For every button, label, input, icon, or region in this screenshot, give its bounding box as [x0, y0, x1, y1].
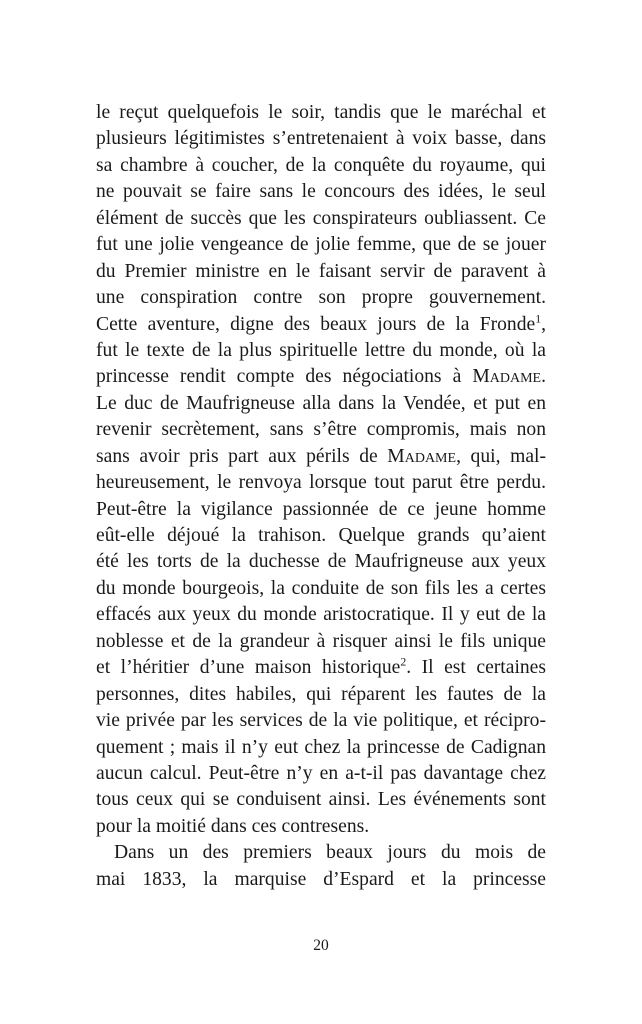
footnote-marker: 1	[535, 311, 542, 325]
text-line	[96, 417, 546, 443]
text-span: Peut-être la vigilance passionnée de ce jeune homme	[96, 498, 546, 520]
text-span: pour la moitié dans ces contresens.	[96, 815, 370, 837]
text-line	[96, 497, 546, 523]
small-caps-text: Madame	[472, 366, 542, 388]
text-span: revenir secrètement, sans s’être compromis, mais non	[96, 419, 546, 441]
text-span: et l’héritier d’une maison historique	[96, 657, 401, 679]
text-span: plusieurs légitimistes s’entretenaient à voix basse, dans	[96, 128, 546, 150]
body-text	[96, 100, 546, 893]
page-number: 20	[313, 937, 329, 954]
text-span: quement ; mais il n’y eut chez la princesse de Cadignan	[96, 736, 546, 758]
text-line	[96, 549, 546, 575]
text-span: Le duc de Maufrigneuse alla dans la Vendée, et put en	[96, 392, 546, 414]
text-line	[96, 259, 546, 285]
text-line	[96, 444, 546, 470]
text-span: le reçut quelquefois le soir, tandis que le maréchal et	[96, 102, 546, 123]
text-line	[96, 814, 546, 840]
text-span: . Il est certaines	[406, 657, 547, 679]
text-span: fut une jolie vengeance de jolie femme, que de se jouer	[96, 234, 546, 256]
text-span: vie privée par les services de la vie politique, et récipro-	[96, 710, 546, 732]
text-line	[96, 470, 546, 496]
small-caps-text: Madame	[387, 445, 457, 467]
text-span: Cette aventure, digne des beaux jours de la Fronde	[96, 313, 536, 335]
text-line	[96, 126, 546, 152]
text-line	[96, 655, 546, 681]
text-span: sans avoir pris part aux périls de	[96, 445, 388, 467]
text-line	[96, 787, 546, 813]
text-line	[96, 735, 546, 761]
text-span: ne pouvait se faire sans le concours des idées, le seul	[96, 181, 546, 203]
text-span: du Premier ministre en le faisant servir de paravent à	[96, 260, 546, 282]
text-line	[96, 523, 546, 549]
text-span: effacés aux yeux du monde aristocratique. Il y eut de la	[96, 604, 546, 626]
text-line	[96, 602, 546, 628]
text-span: du monde bourgeois, la conduite de son fils les a certes	[96, 577, 546, 599]
text-line	[96, 761, 546, 787]
text-line	[96, 867, 546, 893]
text-span: fut le texte de la plus spirituelle lettre du monde, où la	[96, 339, 546, 361]
text-line	[96, 232, 546, 258]
text-line	[96, 100, 546, 126]
text-span: aucun calcul. Peut-être n’y en a-t-il pas davantage chez	[96, 762, 546, 784]
text-span: , qui, mal-	[456, 445, 546, 467]
text-line	[96, 206, 546, 232]
text-span: tous ceux qui se conduisent ainsi. Les événements sont	[96, 789, 546, 811]
text-line	[96, 708, 546, 734]
text-line	[96, 629, 546, 655]
text-line	[96, 682, 546, 708]
text-span: noblesse et de la grandeur à risquer ainsi le fils unique	[96, 630, 546, 652]
text-line	[96, 391, 546, 417]
text-span: .	[541, 366, 546, 388]
footnote-marker: 2	[400, 655, 407, 669]
text-span: mai 1833, la marquise d’Espard et la princesse	[96, 868, 546, 890]
text-span: heureusement, le renvoya lorsque tout parut être perdu.	[96, 472, 546, 494]
text-span: personnes, dites habiles, qui réparent les fautes de la	[96, 683, 546, 705]
text-span: eût-elle déjoué la trahison. Quelque grands qu’aient	[96, 525, 546, 546]
text-line	[96, 153, 546, 179]
text-span: Dans un des premiers beaux jours du mois de	[114, 842, 546, 864]
text-line	[96, 576, 546, 602]
text-span: ,	[541, 313, 546, 335]
text-span: sa chambre à coucher, de la conquête du royaume, qui	[96, 154, 546, 176]
text-span: élément de succès que les conspirateurs oubliassent. Ce	[96, 207, 546, 229]
text-line	[96, 364, 546, 390]
text-span: une conspiration contre son propre gouvernement.	[96, 287, 546, 309]
text-line	[96, 179, 546, 205]
text-line	[96, 285, 546, 311]
text-span: princesse rendit compte des négociations à	[96, 366, 473, 388]
text-line	[96, 338, 546, 364]
text-span: été les torts de la duchesse de Maufrigneuse aux yeux	[96, 551, 546, 573]
text-line	[96, 312, 546, 338]
text-line	[96, 840, 546, 866]
